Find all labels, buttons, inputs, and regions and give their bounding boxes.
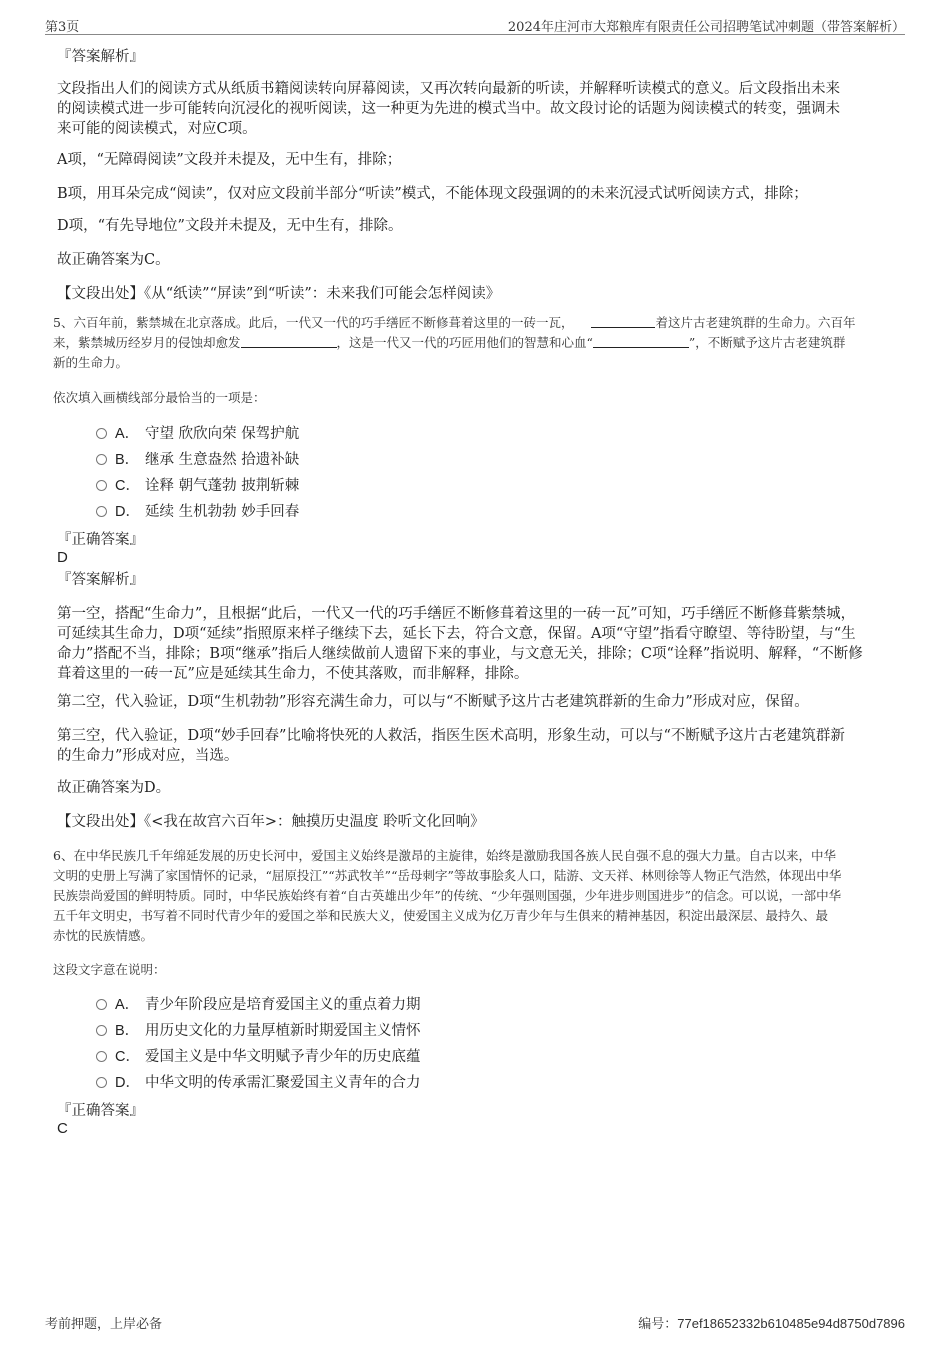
q6-stem [53, 846, 899, 946]
q5-stem [53, 313, 899, 373]
q5-answer-label: 『正确答案』 [57, 532, 144, 548]
q4-source: 【文段出处】《从“纸读”“屏读”到“听读”：未来我们可能会怎样阅读》 [57, 286, 501, 302]
radio-icon[interactable] [96, 999, 107, 1010]
radio-icon[interactable] [96, 428, 107, 439]
q4-analysis-paragraph [57, 79, 897, 139]
q6-answer: C [57, 1120, 68, 1137]
page-header [45, 14, 905, 35]
q5-option-b[interactable]: B． 继承 生意盎然 拾遗补缺 [96, 450, 299, 470]
radio-icon[interactable] [96, 506, 107, 517]
radio-icon[interactable] [96, 1025, 107, 1036]
code-label: 编号： [638, 1317, 678, 1332]
text-line: 来，紫禁城历经岁月的侵蚀却愈发 ，这是一代又一代的巧匠用他们的智慧和心血“ ”，不断赋予这片古老建筑群 [53, 335, 846, 350]
text-line: 第三空，代入验证，D项“妙手回春”比喻将快死的人救活，指医生医术高明，形象生动，可以与“不断赋予这片古老建筑群新 [57, 728, 845, 744]
q6-option-a[interactable]: A． 青少年阶段应是培育爱国主义的重点着力期 [96, 995, 421, 1015]
answer-blank-2 [241, 334, 337, 348]
q5-analysis-paragraph-1 [57, 604, 897, 684]
q6-prompt: 这段文字意在说明： [53, 962, 166, 977]
q6-option-d[interactable]: D． 中华文明的传承需汇聚爱国主义青年的合力 [96, 1073, 421, 1093]
q6-option-b[interactable]: B． 用历史文化的力量厚植新时期爱国主义情怀 [96, 1021, 421, 1041]
q5-prompt: 依次填入画横线部分最恰当的一项是： [53, 390, 266, 405]
q5-option-a[interactable]: A． 守望 欣欣向荣 保驾护航 [96, 424, 299, 444]
text-line: 来可能的阅读模式，对应C项。 [57, 121, 257, 137]
text-line: 的生命力”形成对应，当选。 [57, 748, 239, 764]
q5-source: 【文段出处】《<我在故宫六百年>：触摸历史温度 聆听文化回响》 [57, 814, 485, 830]
radio-icon[interactable] [96, 480, 107, 491]
q5-analysis-paragraph-2: 第二空，代入验证，D项“生机勃勃”形容充满生命力，可以与“不断赋予这片古老建筑群新的生命力”形成对应，保留。 [57, 694, 809, 710]
text-line: 命力”搭配不当，排除；B项“继承”指后人继续做前人遗留下来的事业，与文意无关，排除；C项“诠释”指说明、解释，“不断修 [57, 646, 863, 662]
q4-analysis-a: A项，“无障碍阅读”文段并未提及，无中生有，排除； [57, 152, 402, 168]
radio-icon[interactable] [96, 1077, 107, 1088]
text-line: 6、在中华民族几千年绵延发展的历史长河中，爱国主义始终是激昂的主旋律，始终是激励我国各族人民自强不息的强大力量。自古以来，中华 [53, 848, 836, 863]
text-line: 可延续其生命力，D项“延续”指照原来样子继续下去，延长下去，符合文意，保留。A项“守望”指看守瞭望、等待盼望，与“生 [57, 626, 856, 642]
footer-slogan: 考前押题，上岸必备 [45, 1317, 163, 1332]
text-line: 新的生命力。 [53, 355, 129, 370]
q5-answer: D [57, 549, 68, 566]
q4-analysis-d: D项，“有先导地位”文段并未提及，无中生有，排除。 [57, 218, 403, 234]
q4-conclusion: 故正确答案为C。 [57, 252, 170, 268]
q6-answer-label: 『正确答案』 [57, 1103, 144, 1119]
q6-option-c[interactable]: C． 爱国主义是中华文明赋予青少年的历史底蕴 [96, 1047, 421, 1067]
document-title: 2024年庄河市大郑粮库有限责任公司招聘笔试冲刺题（带答案解析） [507, 20, 905, 35]
q5-conclusion: 故正确答案为D。 [57, 780, 171, 796]
document-code [638, 1313, 905, 1332]
text-line: 葺着这里的一砖一瓦”应是延续其生命力，不使其落败，而非解释，排除。 [57, 666, 529, 682]
text-line: 民族崇尚爱国的鲜明特质。同时，中华民族始终有着“自古英雄出少年”的传统、“少年强则国强，少年进步则国进步”的信念。可以说，一部中华 [53, 888, 842, 903]
code-value: 77ef18652332b610485e94d8750d7896 [677, 1316, 905, 1331]
answer-blank-1 [591, 314, 655, 328]
text-line: 的阅读模式进一步可能转向沉浸化的视听阅读，这一种更为先进的模式当中。故文段讨论的话题为阅读模式的转变，强调未 [57, 101, 840, 117]
q5-analysis-paragraph-3 [57, 726, 897, 766]
page-number: 第3页 [45, 20, 80, 35]
text-line: 5、六百年前，紫禁城在北京落成。此后，一代又一代的巧手缮匠不断修葺着这里的一砖一瓦， 着这片古老建筑群的生命力。六百年 [53, 315, 856, 330]
radio-icon[interactable] [96, 454, 107, 465]
q5-option-d[interactable]: D． 延续 生机勃勃 妙手回春 [96, 502, 299, 522]
q5-analysis-label: 『答案解析』 [57, 572, 144, 588]
text-line: 赤忱的民族情感。 [53, 928, 154, 943]
answer-blank-3 [593, 334, 689, 348]
text-line: 五千年文明史，书写着不同时代青少年的爱国之举和民族大义，使爱国主义成为亿万青少年与生俱来的精神基因，积淀出最深层、最持久、最 [53, 908, 829, 923]
q4-analysis-label: 『答案解析』 [57, 49, 144, 65]
text-line: 文明的史册上写满了家国情怀的记录，“屈原投江”“苏武牧羊”“岳母刺字”等故事脍炙人口，陆游、文天祥、林则徐等人物正气浩然，体现出中华 [53, 868, 842, 883]
q5-option-c[interactable]: C． 诠释 朝气蓬勃 披荆斩棘 [96, 476, 299, 496]
q4-analysis-b: B项，用耳朵完成“阅读”，仅对应文段前半部分“听读”模式，不能体现文段强调的的未来沉浸式试听阅读方式，排除； [57, 186, 808, 202]
text-line: 文段指出人们的阅读方式从纸质书籍阅读转向屏幕阅读，又再次转向最新的听读，并解释听读模式的意义。后文段指出未来 [57, 81, 840, 97]
text-line: 第一空，搭配“生命力”，且根据“此后，一代又一代的巧手缮匠不断修葺着这里的一砖一瓦”可知，巧手缮匠不断修葺紫禁城， [57, 606, 856, 622]
radio-icon[interactable] [96, 1051, 107, 1062]
